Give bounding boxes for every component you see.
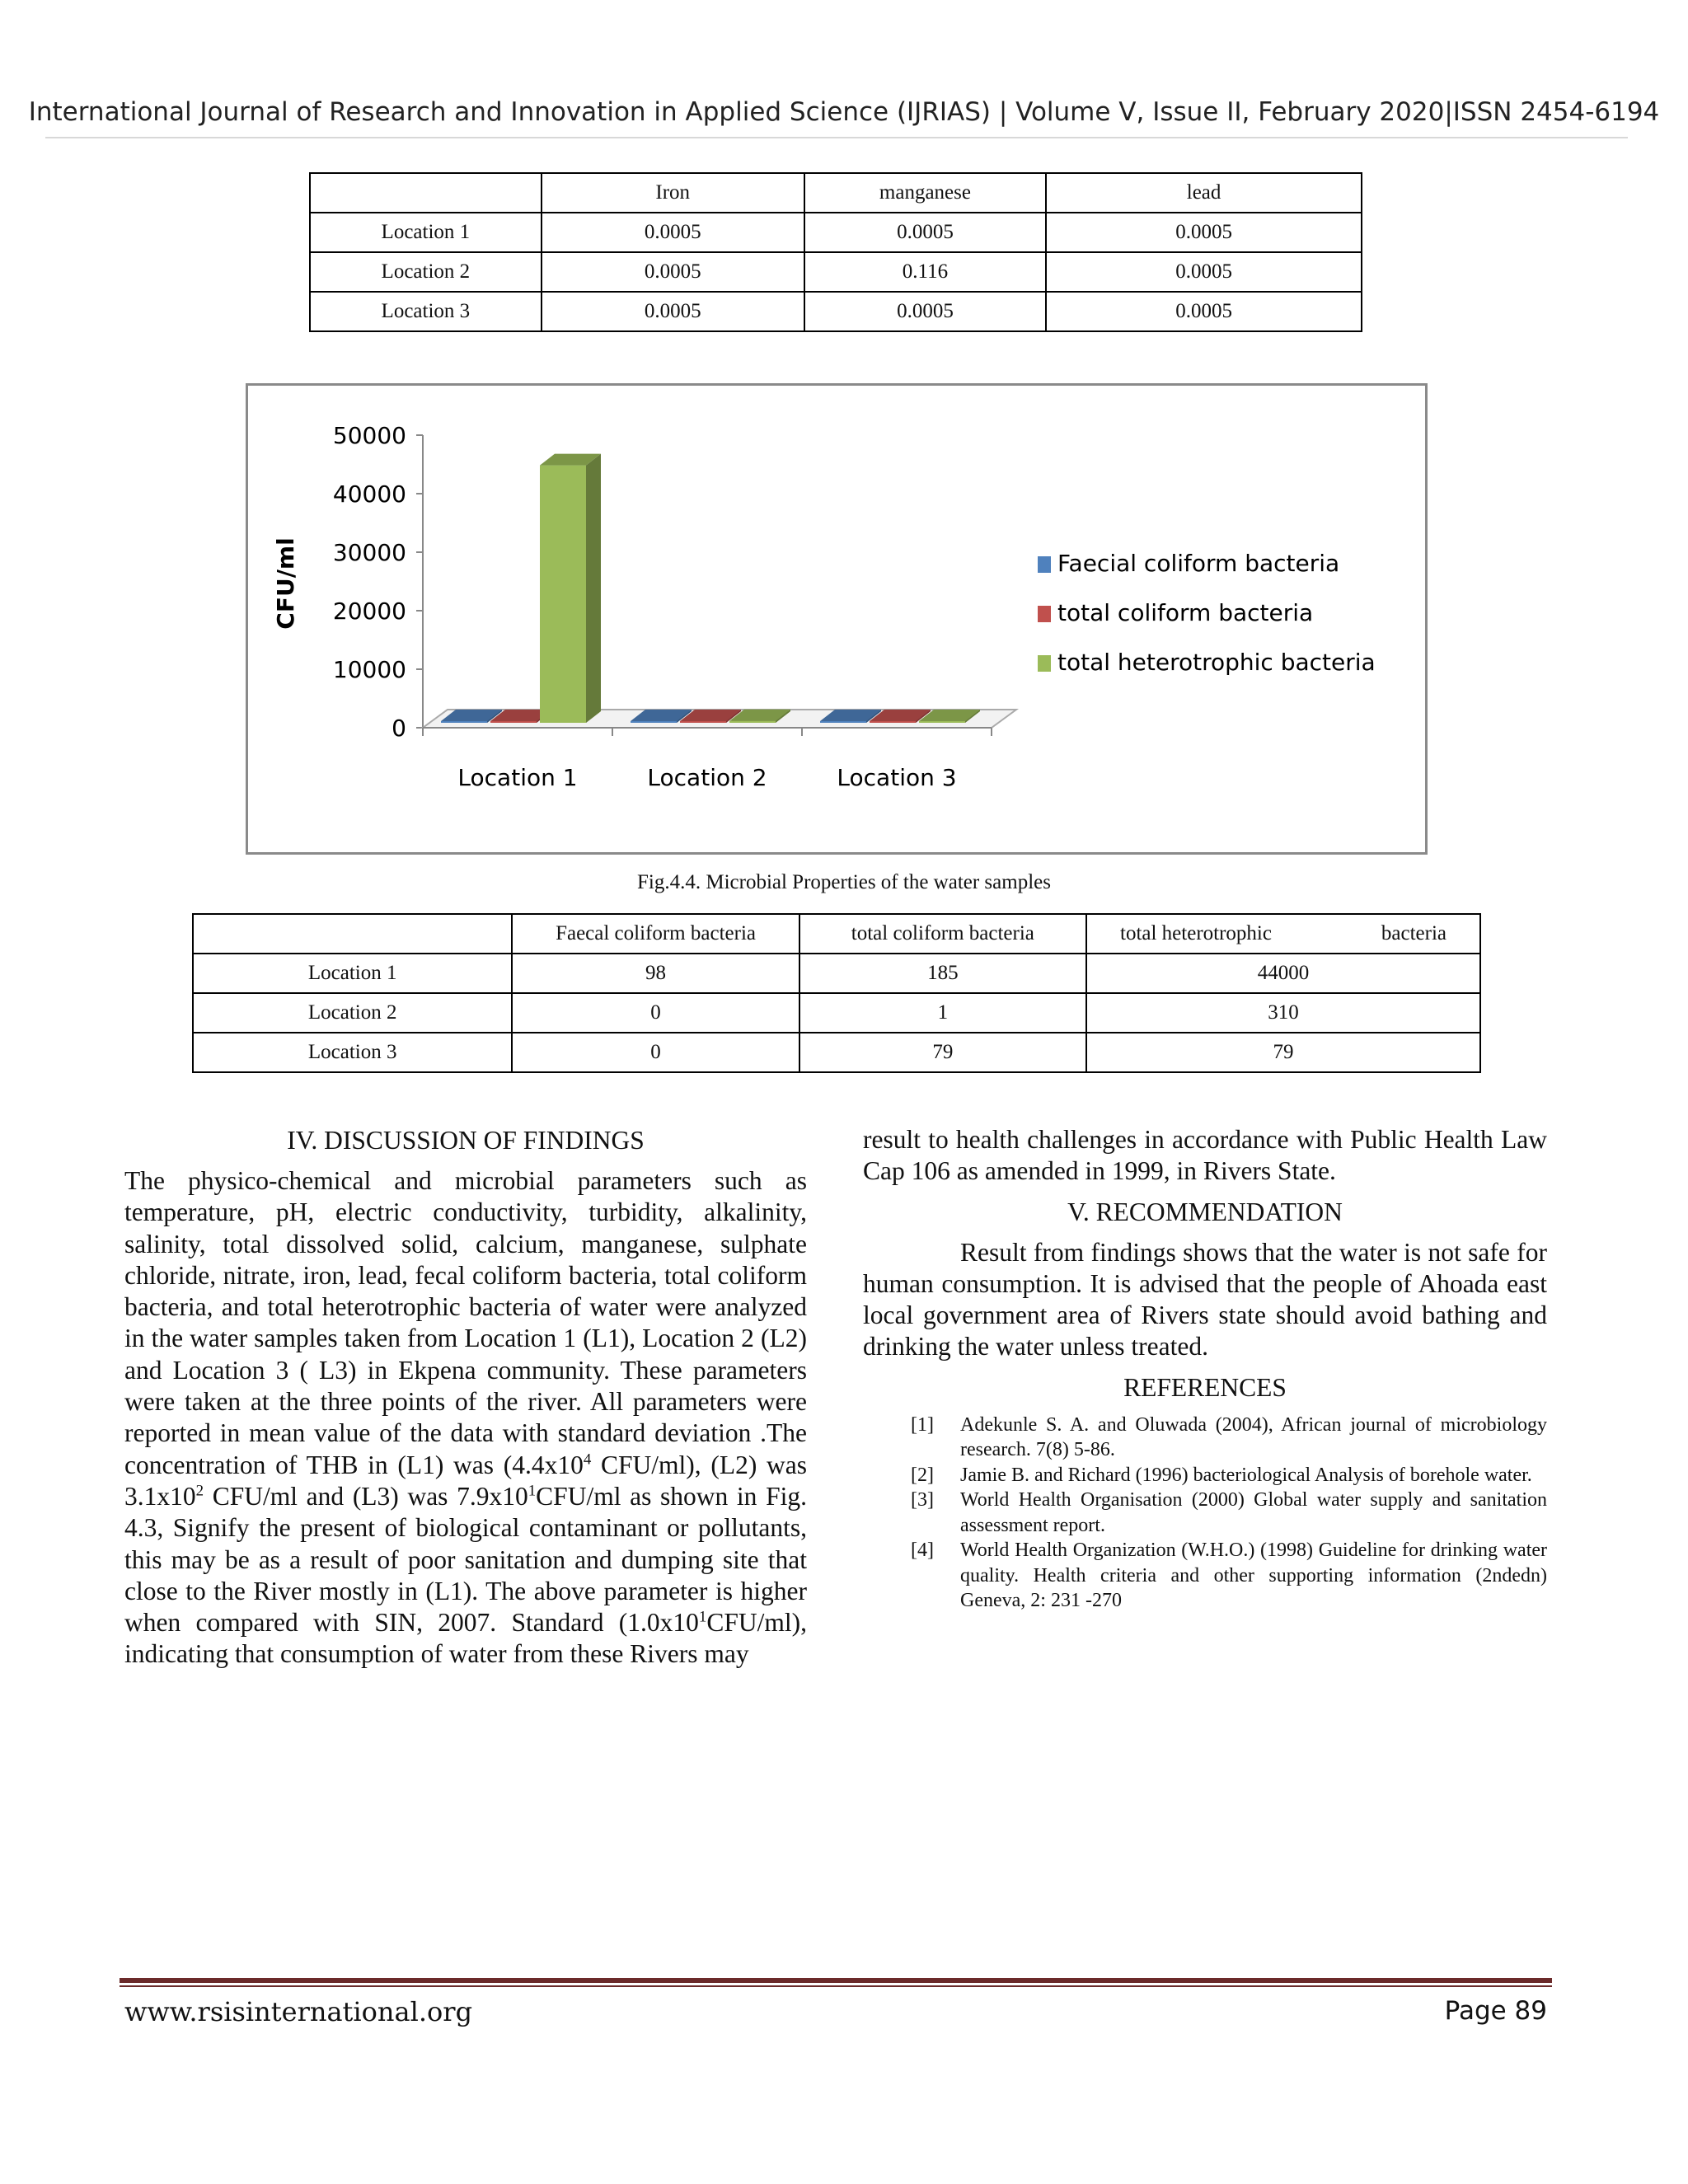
left-column — [124, 1124, 807, 1671]
y-tick-label: 40000 — [332, 480, 406, 508]
reference-list — [863, 1413, 1547, 1614]
microbial-table — [192, 913, 1481, 1073]
figure-caption: Fig.4.4. Microbial Properties of the water samples — [637, 871, 1051, 893]
reference-item: [4] World Health Organization (W.H.O.) (1998) Guideline for drinking water quality. Health criteria and other supporting information (2ndedn) Geneva, 2: 231 -270 — [911, 1540, 1547, 1612]
bar — [820, 721, 866, 723]
metals-table — [309, 172, 1362, 332]
bar — [540, 466, 586, 723]
bar — [490, 721, 537, 723]
legend-label: Faecial coliform bacteria — [1057, 550, 1340, 577]
recommendation-paragraph: Result from findings shows that the water is not safe for human consumption. It is advised that the people of Ahoada east local government area of Rivers state should avoid bathing and drinking the water unless treated. — [863, 1237, 1547, 1361]
right-column — [863, 1124, 1547, 1614]
table-header-row — [310, 173, 1362, 213]
col-header: Iron — [542, 173, 804, 213]
table-row: Location 3 0.0005 0.0005 0.0005 — [310, 292, 1362, 331]
header-divider — [45, 137, 1628, 138]
legend-label: total coliform bacteria — [1057, 599, 1314, 626]
reference-item: [3] World Health Organisation (2000) Global water supply and sanitation assessment report. — [911, 1489, 1547, 1536]
discussion-paragraph: The physico-chemical and microbial parameters such as temperature, pH, electric conductivity, turbidity, alkalinity, salinity, total dissolved solid, calcium, manganese, sulphate chloride, nitrate, iron, lead, fecal coliform bacteria, total coliform bacteria, and total heterotrophic bacteria of water were analyzed in the water samples taken from Location 1 (L1), Location 2 (L2) and Location 3 ( L3) in Ekpena community. These parameters were taken at the three points of the river. All parameters were reported in mean value of the data with standard deviation .The concentration of THB in (L1) was ($4.4x10^4$ CFU/ml), (L2) was $3.1x10^2$ CFU/ml and (L3) was $7.9x10^1CFU/ml$ as shown in Fig. 4.3, Signify the present of biological contaminant or pollutants, this may be as a result of poor sanitation and dumping site that close to the River mostly in (L1). The above parameter is higher when compared with SIN, 2007. Standard $(1.0x10^1CFU/ml)$, indicating that consumption of water from these Rivers may — [124, 1166, 807, 1669]
table-row: Location 1 0.0005 0.0005 0.0005 — [310, 213, 1362, 252]
page-number: Page 89 — [1444, 1996, 1547, 2026]
paragraph: result to health challenges in accordance with Public Health Law Cap 106 as amended in 1999, in Rivers State. — [863, 1125, 1547, 1186]
x-tick-label: Location 3 — [837, 764, 957, 791]
x-tick-label: Location 1 — [457, 764, 578, 791]
bar — [680, 721, 726, 723]
bar — [919, 721, 965, 723]
col-header: total coliform bacteria — [799, 914, 1086, 954]
journal-header: International Journal of Research and Innovation in Applied Science (IJRIAS) | Volume V, Issue II, February 2020|ISSN 2454-6194 — [28, 97, 1660, 127]
bar — [441, 721, 487, 723]
y-tick-label: 50000 — [332, 422, 406, 449]
table-row: Location 2 0.0005 0.116 0.0005 — [310, 252, 1362, 292]
table-row: Location 1 98 185 44000 — [193, 954, 1480, 993]
reference-item: [2] Jamie B. and Richard (1996) bacteriological Analysis of borehole water. — [911, 1464, 1532, 1486]
section-heading: REFERENCES — [1123, 1372, 1287, 1402]
footer-divider — [120, 1985, 1552, 1987]
bar — [870, 721, 916, 723]
section-heading: V. RECOMMENDATION — [1067, 1197, 1343, 1226]
y-tick-label: 30000 — [332, 539, 406, 566]
footer-divider — [120, 1978, 1552, 1983]
col-header: total heterotrophic bacteria — [1086, 914, 1480, 954]
table-row: Location 3 0 79 79 — [193, 1033, 1480, 1072]
bar — [729, 721, 776, 723]
chart-svg — [248, 386, 1425, 852]
footer-url[interactable]: www.rsisinternational.org — [124, 1996, 473, 2027]
col-header: lead — [1046, 173, 1362, 213]
section-heading: IV. DISCUSSION OF FINDINGS — [287, 1126, 645, 1155]
reference-item: [1] Adekunle S. A. and Oluwada (2004), African journal of microbiology research. 7(8) 5-86. — [911, 1413, 1547, 1461]
y-tick-label: 20000 — [332, 598, 406, 625]
y-tick-label: 0 — [392, 715, 406, 742]
microbial-chart — [246, 383, 1428, 855]
legend-swatch — [1038, 655, 1051, 672]
legend-swatch — [1038, 606, 1051, 622]
x-tick-label: Location 2 — [647, 764, 767, 791]
y-tick-label: 10000 — [332, 656, 406, 683]
bar — [631, 721, 677, 723]
y-axis-label: CFU/ml — [272, 537, 299, 630]
legend-swatch — [1038, 556, 1051, 573]
legend-label: total heterotrophic bacteria — [1057, 649, 1376, 676]
bar-side — [586, 454, 601, 723]
col-header: manganese — [804, 173, 1046, 213]
table-header-row — [193, 914, 1480, 954]
col-header: Faecal coliform bacteria — [512, 914, 799, 954]
table-row: Location 2 0 1 310 — [193, 993, 1480, 1033]
